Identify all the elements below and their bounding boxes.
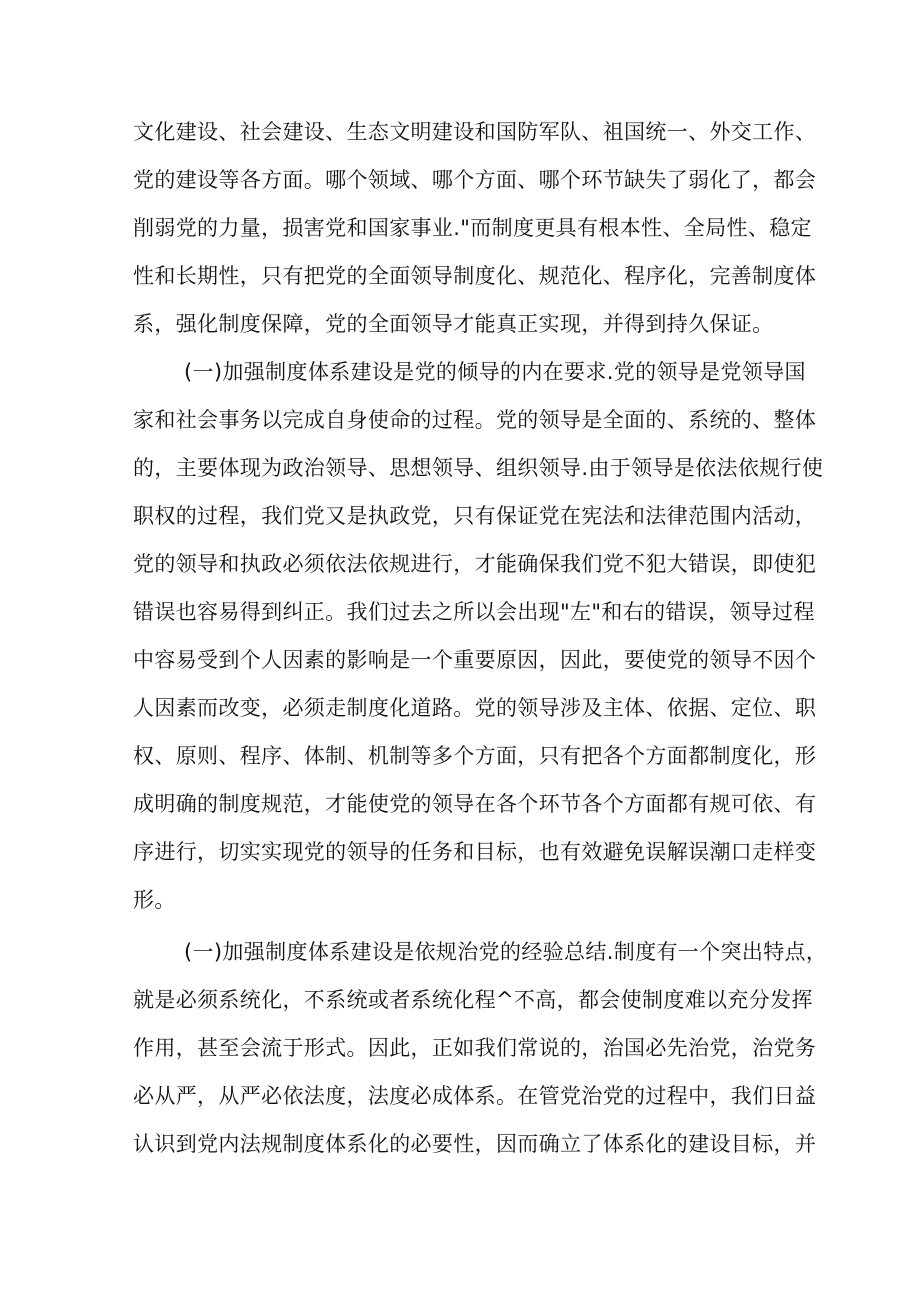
text-line: 必从严，从严必依法度，法度必成体系。在管党治党的过程中，我们日益 [133,1084,817,1108]
text-line: (一)加强制度体系建设是党的倾导的内在要求.党的领导是党领导国 [184,360,806,384]
text-line: 成明确的制度规范，才能使党的领导在各个环节各个方面都有规可依、有 [133,792,817,816]
text-line: 的，主要体现为政治领导、思想领导、组织领导.由于领导是依法依规行使 [133,456,824,480]
text-line: 人因素而改变，必须走制度化道路。党的领导涉及主体、依据、定位、职 [133,696,817,720]
text-line: 中容易受到个人因素的影响是一个重要原因，因此，要使党的领导不因个 [133,648,817,672]
text-line: 认识到党内法规制度体系化的必要性，因而确立了体系化的建设目标，并 [133,1132,817,1156]
text-line: 家和社会事务以完成自身使命的过程。党的领导是全面的、系统的、整体 [133,408,817,432]
text-line: 序进行，切实实现党的领导的任务和目标，也有效避免误解误潮口走样变 [133,840,817,864]
text-line: 党的建设等各方面。哪个领域、哪个方面、哪个环节缺失了弱化了，都会 [133,168,817,192]
text-line: 权、原则、程序、体制、机制等多个方面，只有把各个方面都制度化，形 [133,744,817,768]
text-line: 党的领导和执政必须依法依规进行，才能确保我们党不犯大错误，即使犯 [133,552,817,576]
text-line: (一)加强制度体系建设是依规治党的经验总结.制度有一个突出特点， [184,940,828,964]
text-line: 文化建设、社会建设、生态文明建设和国防军队、祖国统一、外交工作、 [133,120,817,144]
text-line: 形。 [133,888,176,912]
text-line: 削弱党的力量，损害党和国家事业."而制度更具有根本性、全局性、稳定 [133,216,812,240]
text-line: 作用，甚至会流于形式。因此，正如我们常说的，治国必先治党，治党务 [133,1036,817,1060]
text-line: 错误也容易得到纠正。我们过去之所以会出现"左"和右的错误，领导过程 [133,600,815,624]
text-line: 就是必须系统化，不系统或者系统化程^不高，都会使制度难以充分发挥 [133,988,813,1012]
text-line: 系，强化制度保障，党的全面领导才能真正实现，并得到持久保证。 [133,312,774,336]
text-line: 性和长期性，只有把党的全面领导制度化、规范化、程序化，完善制度体 [133,264,817,288]
text-line: 职权的过程，我们党又是执政党，只有保证党在宪法和法律范围内活动， [133,504,817,528]
